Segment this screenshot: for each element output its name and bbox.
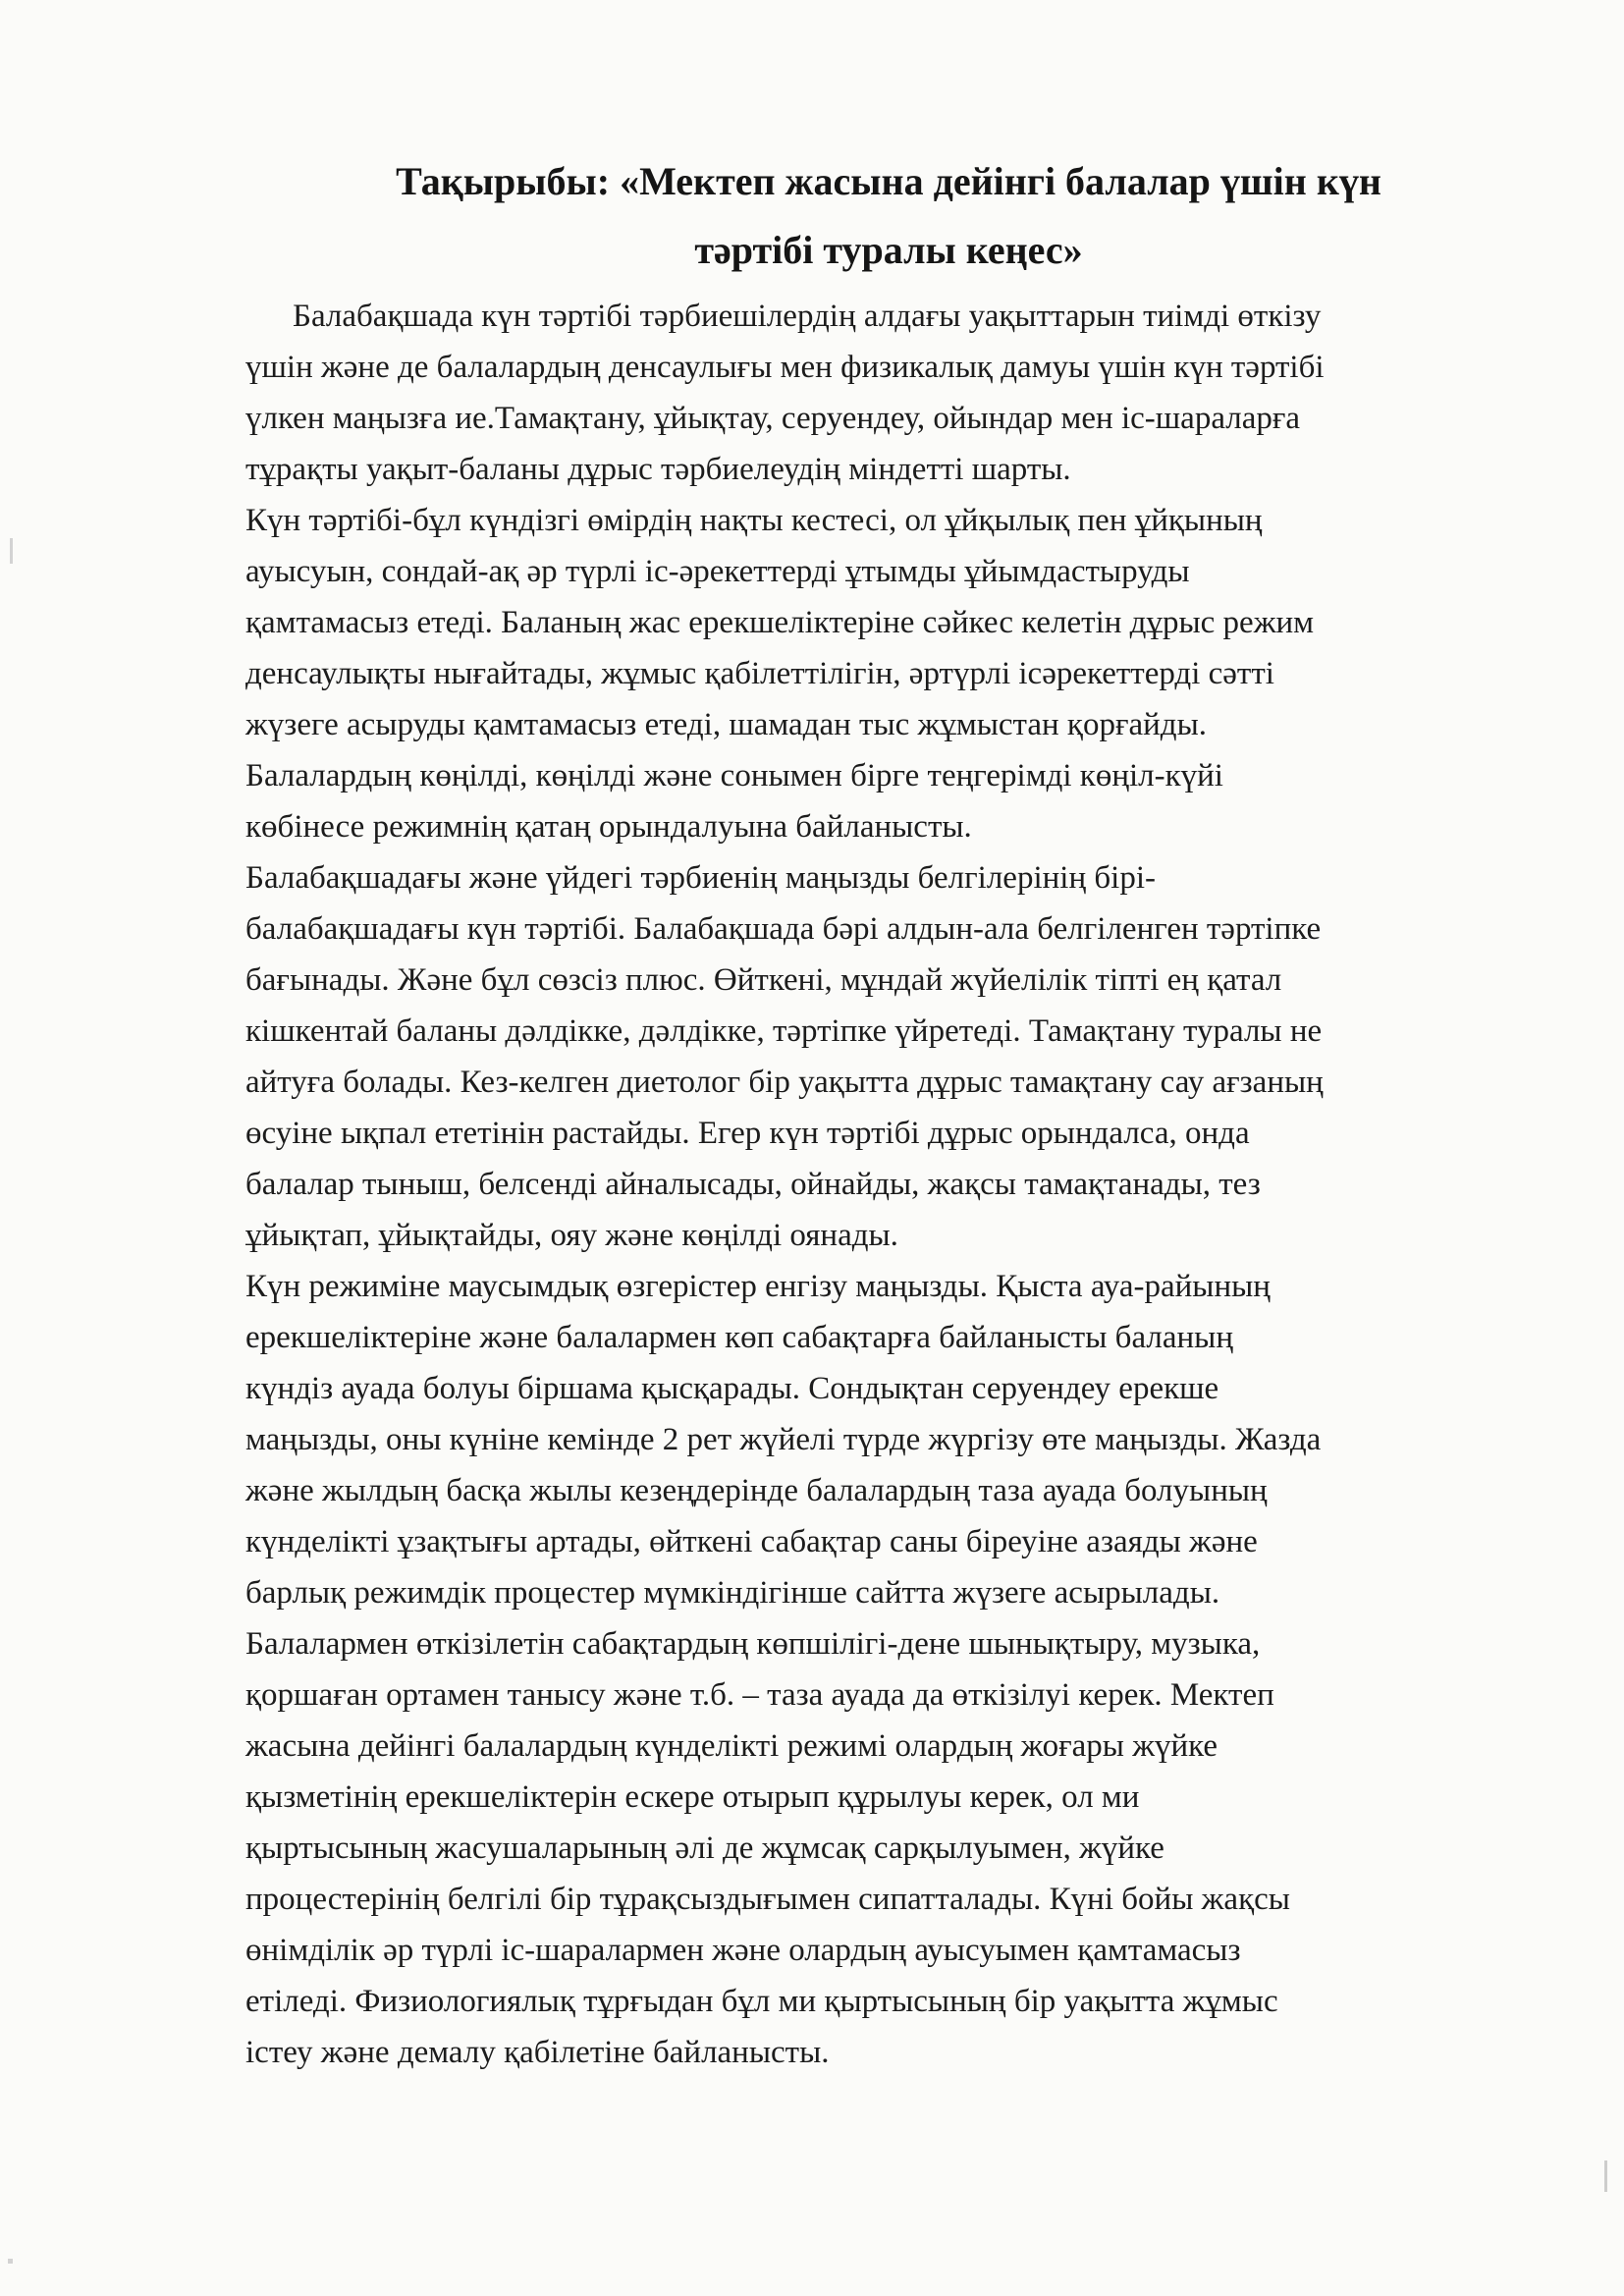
paragraph-line: тұрақты уақыт-баланы дұрыс тәрбиелеудің міндетті шарты.: [245, 452, 1071, 487]
paragraph-line: Балабақшада күн тәртібі тәрбиешілердің алдағы уақыттарын тиімді өткізу: [293, 299, 1322, 334]
document-body: [245, 291, 1532, 2078]
scan-artifact-dot: [8, 2259, 13, 2264]
paragraph-line: Күн тәртібі-бұл күндізгі өмірдің нақты кестесі, ол ұйқылық пен ұйқының: [245, 503, 1263, 538]
title-line: тәртібі туралы кеңес»: [694, 228, 1083, 272]
paragraph-line: ауысуын, сондай-ақ әр түрлі іс-әрекеттерді ұтымды ұйымдастыруды: [245, 554, 1190, 589]
paragraph-line: ұйықтап, ұйықтайды, ояу және көңілді оянады.: [245, 1218, 898, 1253]
paragraph-line: Күн режиміне маусымдық өзгерістер енгізу маңызды. Қыста ауа-райының: [245, 1269, 1271, 1304]
paragraph-line: барлық режимдік процестер мүмкіндігінше сайтта жүзеге асырылады.: [245, 1575, 1220, 1611]
paragraph-line: және жылдың басқа жылы кезеңдерінде балалардың таза ауада болуының: [245, 1473, 1268, 1508]
scan-artifact-left: [10, 538, 13, 564]
scan-artifact-right: [1604, 2160, 1607, 2192]
paragraph-line: ерекшеліктеріне және балалармен көп сабақтарға байланысты баланың: [245, 1320, 1233, 1355]
paragraph-line: күндіз ауада болуы біршама қысқарады. Сондықтан серуендеу ерекше: [245, 1371, 1219, 1406]
paragraph-line: процестерінің белгілі бір тұрақсыздығымен сипатталады. Күні бойы жақсы: [245, 1882, 1290, 1917]
paragraph-line: етіледі. Физиологиялық тұрғыдан бұл ми қыртысының бір уақытта жұмыс: [245, 1984, 1278, 2019]
paragraph-line: балабақшадағы күн тәртібі. Балабақшада бәрі алдын-ала белгіленген тәртіпке: [245, 911, 1322, 947]
paragraph-line: өсуіне ықпал ететінін растайды. Егер күн тәртібі дұрыс орындалса, онда: [245, 1116, 1250, 1151]
paragraph-line: айтуға болады. Кез-келген диетолог бір уақытта дұрыс тамақтану сау ағзаның: [245, 1065, 1324, 1100]
paragraph-line: қоршаған ортамен танысу және т.б. – таза ауада да өткізілуі керек. Мектеп: [245, 1677, 1274, 1713]
title-line: Тақырыбы: «Мектеп жасына дейінгі балалар үшін күн: [396, 159, 1381, 203]
paragraph-line: Балалардың көңілді, көңілді және сонымен бірге теңгерімді көңіл-күйі: [245, 758, 1223, 793]
paragraph-line: қамтамасыз етеді. Баланың жас ерекшеліктеріне сәйкес келетін дұрыс режим: [245, 605, 1315, 640]
paragraph-line: жүзеге асыруды қамтамасыз етеді, шамадан тыс жұмыстан қорғайды.: [245, 707, 1207, 742]
paragraph-line: Балалармен өткізілетін сабақтардың көпшілігі-дене шынықтыру, музыка,: [245, 1626, 1261, 1662]
paragraph-line: балалар тыныш, белсенді айналысады, ойнайды, жақсы тамақтанады, тез: [245, 1167, 1261, 1202]
paragraph-line: үлкен маңызға ие.Тамақтану, ұйықтау, серуендеу, ойындар мен іс-шараларға: [245, 401, 1301, 436]
paragraph-line: қыртысының жасушаларының әлі де жұмсақ сарқылуымен, жүйке: [245, 1831, 1164, 1866]
paragraph-line: үшін және де балалардың денсаулығы мен физикалық дамуы үшін күн тәртібі: [245, 350, 1325, 385]
paragraph-line: өнімділік әр түрлі іс-шаралармен және олардың ауысуымен қамтамасыз: [245, 1933, 1241, 1968]
paragraph-line: күнделікті ұзақтығы артады, өйткені сабақтар саны біреуіне азаяды және: [245, 1524, 1258, 1559]
paragraph-line: істеу және демалу қабілетіне байланысты.: [245, 2035, 830, 2070]
paragraph-line: көбінесе режимнің қатаң орындалуына байланысты.: [245, 809, 972, 845]
paragraph-line: маңызды, оны күніне кемінде 2 рет жүйелі түрде жүргізу өте маңызды. Жазда: [245, 1422, 1322, 1457]
document-content: [245, 147, 1532, 2078]
paragraph-line: кішкентай баланы дәлдікке, дәлдікке, тәртіпке үйретеді. Тамақтану туралы не: [245, 1013, 1323, 1049]
paragraph-line: денсаулықты нығайтады, жұмыс қабілеттілігін, әртүрлі ісәрекеттерді сәтті: [245, 656, 1274, 691]
paragraph-line: Балабақшадағы және үйдегі тәрбиенің маңызды белгілерінің бірі-: [245, 860, 1156, 896]
paragraph-line: жасына дейінгі балалардың күнделікті режимі олардың жоғары жүйке: [245, 1728, 1218, 1764]
paragraph-line: бағынады. Және бұл сөзсіз плюс. Өйткені, мұндай жүйелілік тіпті ең қатал: [245, 962, 1282, 998]
paragraph-line: қызметінің ерекшеліктерін ескере отырып құрылуы керек, ол ми: [245, 1779, 1140, 1815]
document-title: [245, 147, 1532, 285]
